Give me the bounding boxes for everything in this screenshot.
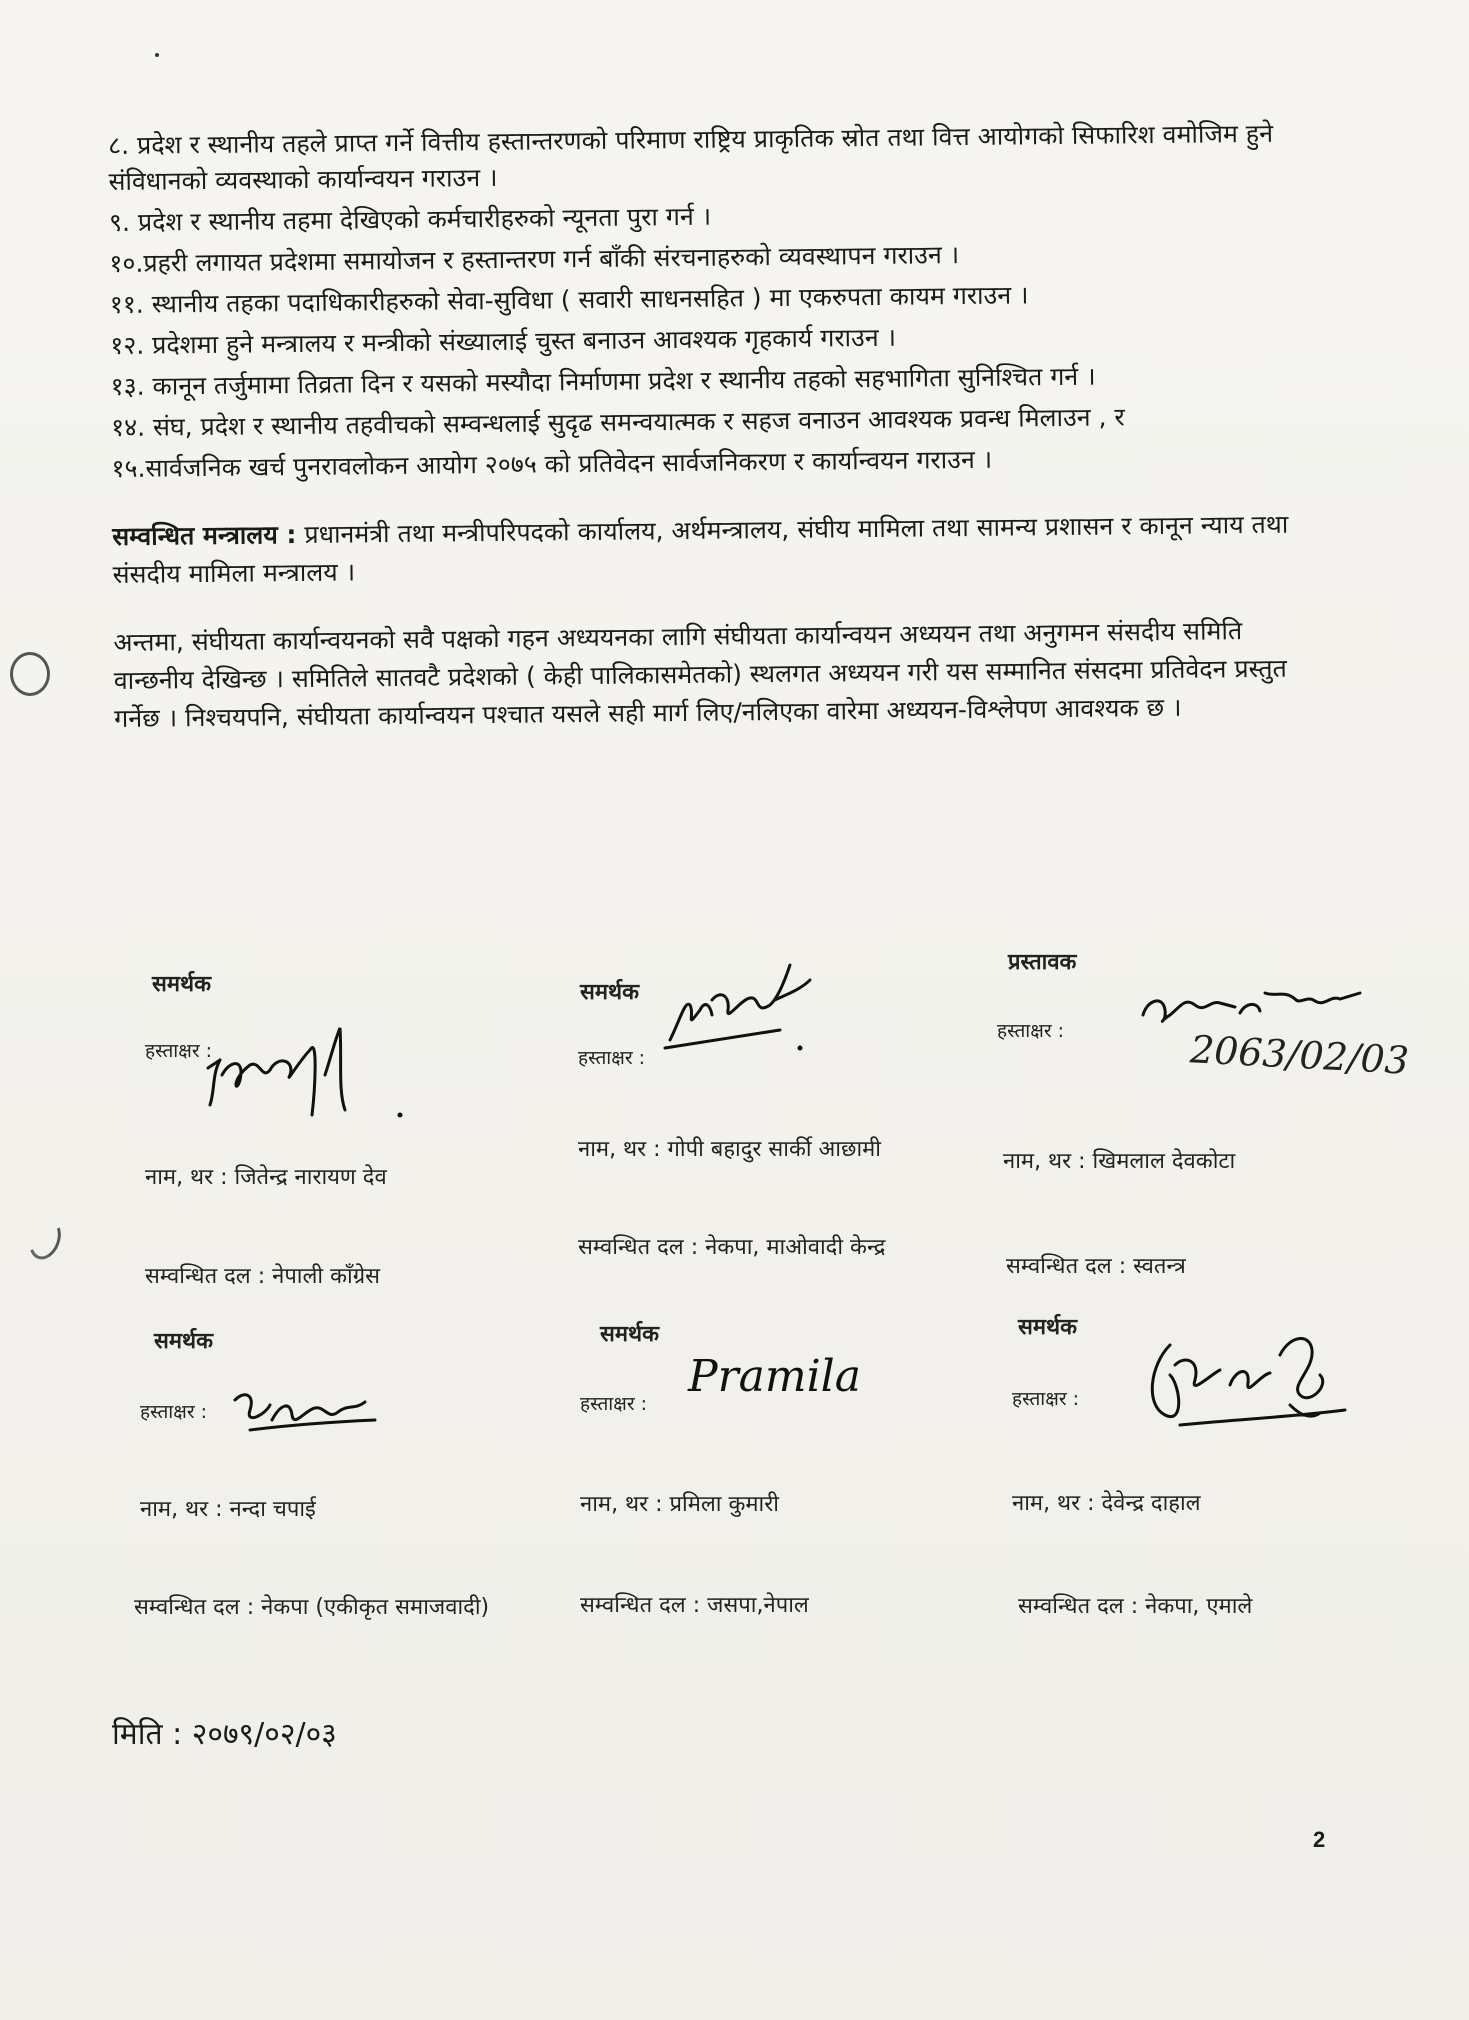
point-9: ९. प्रदेश र स्थानीय तहमा देखिएको कर्मचारीहरुको न्यूनता पुरा गर्न । — [108, 201, 712, 237]
signatory-party: सम्वन्धित दल : नेकपा, माओवादी केन्द्र — [578, 1235, 886, 1260]
signatory-role: समर्थक — [152, 972, 211, 997]
signature-image — [1140, 1325, 1360, 1445]
signatory-role: समर्थक — [154, 1329, 213, 1354]
signatory-name: नाम, थर : नन्दा चपाई — [140, 1497, 316, 1522]
signatory-name: नाम, थर : खिमलाल देवकोटा — [1003, 1149, 1236, 1174]
handwritten-date: 2063/02/03 — [1188, 1027, 1411, 1083]
signature-image — [1135, 985, 1375, 1035]
signature-label: हस्ताक्षर : — [997, 1020, 1065, 1042]
point-11: ११. स्थानीय तहका पदाधिकारीहरुको सेवा-सुविधा ( सवारी साधनसहित ) मा एकरुपता कायम गराउन । — [109, 280, 1029, 319]
ministry-text: प्रधानमंत्री तथा मन्त्रीपरिपदको कार्यालय, अर्थमन्त्रालय, संघीय मामिला तथा सामन्य प्रशासन र कानून न्याय तथा संसदीय मामिला मन्त्रालय । — [112, 509, 1289, 589]
point-8: ८. प्रदेश र स्थानीय तहले प्राप्त गर्ने वित्तीय हस्तान्तरणको परिमाण राष्ट्रिय प्राकृतिक स्रोत तथा वित्त आयोगको सिफारिश वमोजिम हुने संविधानको व्यवस्थाको कार्यान्वयन गराउन । — [108, 118, 1274, 196]
signature-image — [200, 1020, 420, 1130]
point-13: १३. कानून तर्जुमामा तिव्रता दिन र यसको मस्यौदा निर्माणमा प्रदेश र स्थानीय तहको सहभागिता सुनिश्चित गर्न । — [110, 361, 1096, 401]
punch-hole — [24, 1214, 67, 1264]
signatory-name: नाम, थर : गोपी बहादुर सार्की आछामी — [578, 1137, 882, 1162]
document-date: मिति : २०७९/०२/०३ — [112, 1717, 337, 1752]
signature-image: Pramila — [688, 1351, 861, 1402]
signatory-name: नाम, थर : प्रमिला कुमारी — [580, 1492, 779, 1517]
body-text — [108, 116, 1294, 738]
ministry-paragraph — [112, 506, 1293, 594]
point-15: १५.सार्वजनिक खर्च पुनरावलोकन आयोग २०७५ को प्रतिवेदन सार्वजनिकरण र कार्यान्वयन गराउन । — [111, 444, 993, 483]
signatory-party: सम्वन्धित दल : नेकपा, एमाले — [1018, 1594, 1253, 1619]
signature-label: हस्ताक्षर : — [578, 1047, 646, 1069]
ministry-label: सम्वन्धित मन्त्रालय : — [112, 520, 297, 551]
point-14: १४. संघ, प्रदेश र स्थानीय तहवीचको सम्वन्धलाई सुदृढ समन्वयात्मक र सहज वनाउन आवश्यक प्रवन्ध मिलाउन , र — [110, 402, 1125, 442]
signature-label: हस्ताक्षर : — [140, 1401, 208, 1423]
signatory-party: सम्वन्धित दल : नेपाली काँग्रेस — [145, 1264, 380, 1289]
signatory-party: सम्वन्धित दल : जसपा,नेपाल — [580, 1593, 809, 1618]
signatory-party: सम्वन्धित दल : नेकपा (एकीकृत समाजवादी) — [134, 1595, 490, 1620]
page-number: 2 — [1313, 1827, 1326, 1852]
signatory-party: सम्वन्धित दल : स्वतन्त्र — [1006, 1254, 1186, 1279]
signatory-name: नाम, थर : देवेन्द्र दाहाल — [1012, 1491, 1201, 1516]
point-12: १२. प्रदेशमा हुने मन्त्रालय र मन्त्रीको संख्यालाई चुस्त बनाउन आवश्यक गृहकार्य गराउन । — [110, 322, 897, 360]
signature-image — [230, 1380, 380, 1440]
scan-speck — [155, 53, 159, 57]
point-10: १०.प्रहरी लगायत प्रदेशमा समायोजन र हस्तान्तरण गर्न बाँकी संरचनाहरुको व्यवस्थापन गराउन । — [109, 240, 960, 278]
signature-label: हस्ताक्षर : — [1012, 1388, 1080, 1410]
signature-label: हस्ताक्षर : — [580, 1393, 648, 1415]
signatory-role: समर्थक — [580, 980, 639, 1005]
punch-hole — [10, 652, 50, 696]
signatory-role: प्रस्तावक — [1008, 950, 1077, 975]
conclusion-paragraph: अन्तमा, संघीयता कार्यान्वयनको सवै पक्षको गहन अध्ययनका लागि संघीयता कार्यान्वयन अध्ययन तथा अनुगमन संसदीय समिति वान्छनीय देखिन्छ । समितिले सातवटै प्रदेशको ( केही पालिकासमेतको) स्थलगत अध्ययन गरी यस सम्मानित संसदमा प्रतिवेदन प्रस्तुत गर्नेछ । निश्चयपनि, संघीयता कार्यान्वयन पश्चात यसले सही मार्ग लिए/नलिएका वारेमा अध्ययन-विश्लेपण आवश्यक छ । — [113, 616, 1287, 733]
signatory-role: समर्थक — [1018, 1315, 1077, 1340]
signature-label: हस्ताक्षर : — [145, 1040, 213, 1062]
signature-image — [660, 960, 830, 1060]
signatory-role: समर्थक — [600, 1322, 659, 1347]
signatory-name: नाम, थर : जितेन्द्र नारायण देव — [145, 1165, 387, 1190]
